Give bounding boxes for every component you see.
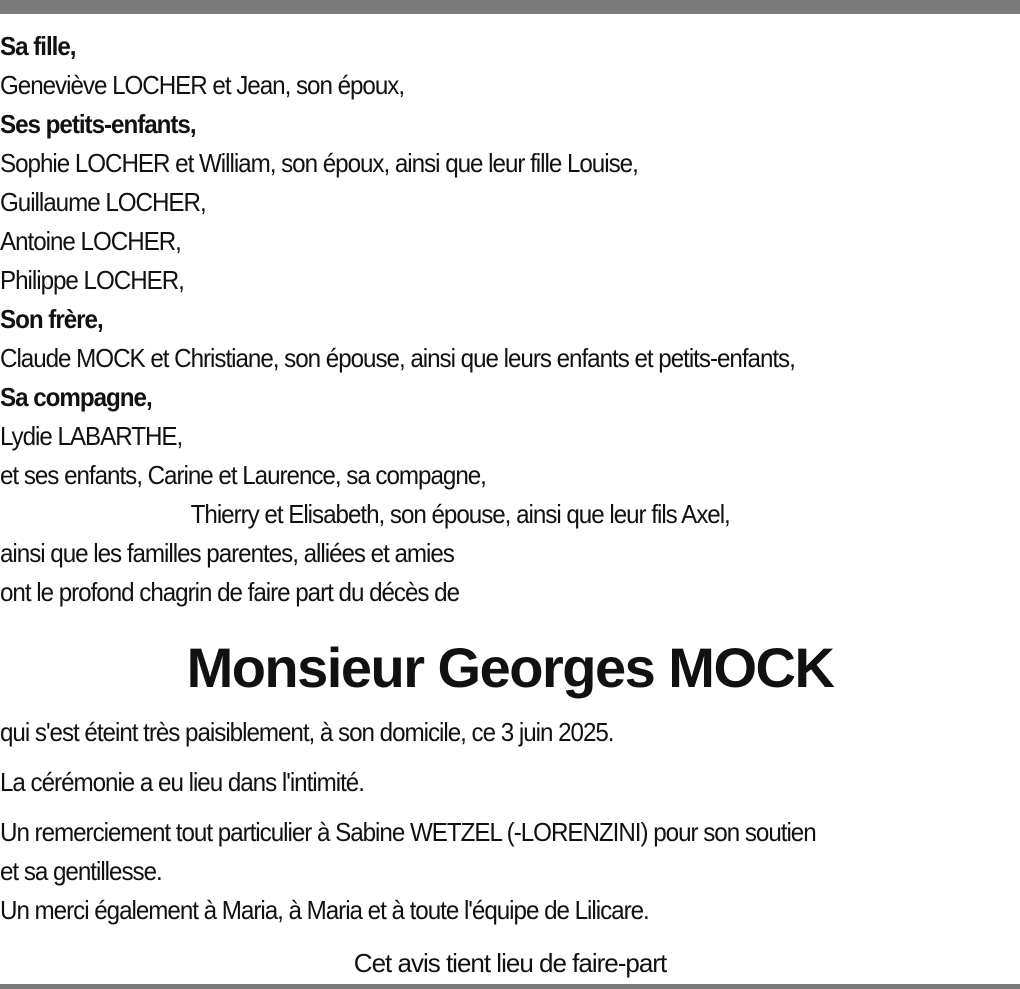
family-line: Guillaume LOCHER, [0,187,206,217]
family-line: Lydie LABARTHE, [0,421,183,451]
family-list [0,27,1020,612]
thanks-line: Un merci également à Maria, à Maria et à toute l'équipe de Lilicare. [0,895,649,925]
family-line: et ses enfants, Carine et Laurence, sa compagne, [0,460,486,490]
thanks-paragraph [0,813,1020,930]
announcement-line: ont le profond chagrin de faire part du décès de [0,577,460,607]
thanks-line: Un remerciement tout particulier à Sabine WETZEL (-LORENZINI) pour son soutien [0,817,816,847]
family-heading-grandchildren: Ses petits-enfants, [0,109,196,139]
family-line: Sophie LOCHER et William, son époux, ainsi que leur fille Louise, [0,148,638,178]
closing-note: Cet avis tient lieu de faire-part [353,948,667,978]
family-line: Philippe LOCHER, [0,265,184,295]
top-rule [0,0,1020,14]
family-heading-brother: Son frère, [0,304,103,334]
family-line: Antoine LOCHER, [0,226,181,256]
family-line-indented: Thierry et Elisabeth, son épouse, ainsi que leur fils Axel, [190,499,730,529]
death-notice-text: qui s'est éteint très paisiblement, à son domicile, ce 3 juin 2025. [0,717,614,747]
obituary-notice [0,27,1020,983]
bottom-rule [0,984,1020,989]
family-heading-daughter: Sa fille, [0,31,76,61]
family-line: Geneviève LOCHER et Jean, son époux, [0,70,405,100]
family-line: Claude MOCK et Christiane, son épouse, ainsi que leurs enfants et petits-enfants, [0,343,795,373]
family-heading-companion: Sa compagne, [0,382,152,412]
deceased-name: Monsieur Georges MOCK [186,636,834,699]
thanks-line: et sa gentillesse. [0,856,162,886]
family-line: ainsi que les familles parentes, alliées et amies [0,538,454,568]
ceremony-text: La cérémonie a eu lieu dans l'intimité. [0,767,364,797]
